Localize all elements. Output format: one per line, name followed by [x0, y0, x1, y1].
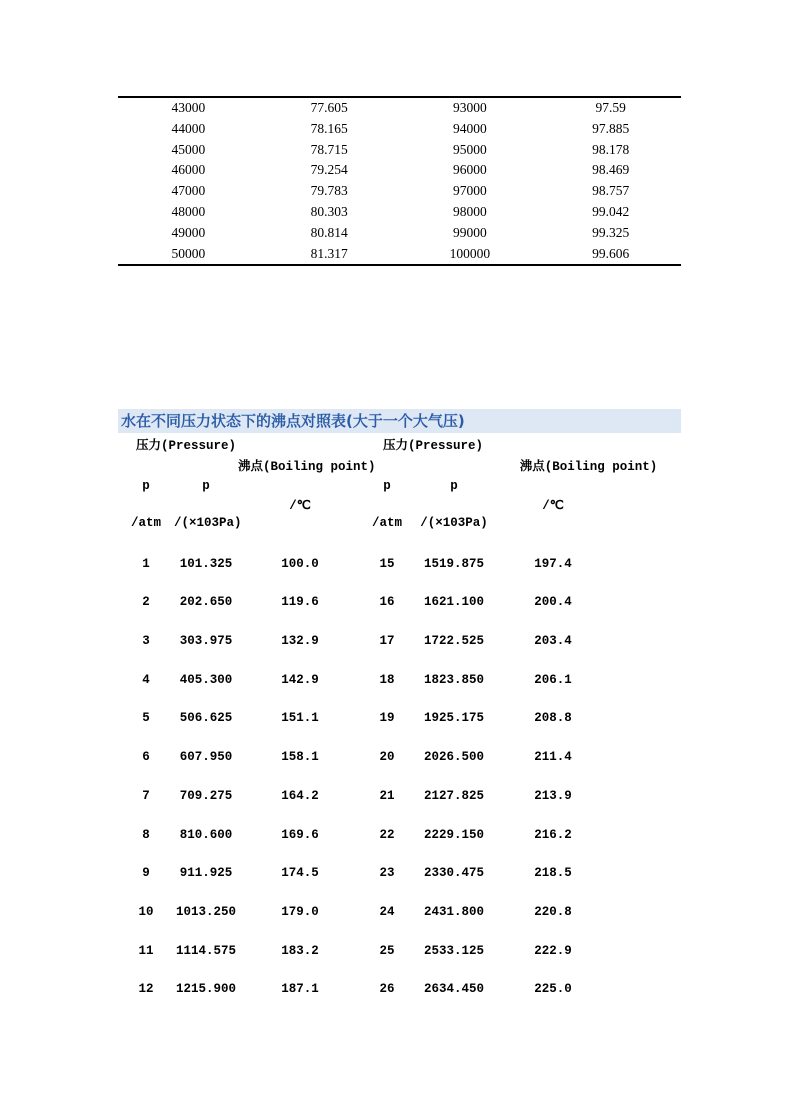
pressure-table-cell: 200.4 — [534, 595, 572, 610]
table-cell: 81.317 — [310, 245, 348, 261]
page-content — [118, 0, 681, 1009]
pressure-table-cell: 202.650 — [179, 595, 233, 610]
pressure-table-cell: 101.325 — [179, 556, 233, 571]
pressure-table-cell: 9 — [142, 866, 150, 881]
pressure-table-cell: 7 — [142, 788, 150, 803]
pressure-boiling-table — [118, 433, 681, 1008]
pressure-table-cell: 225.0 — [534, 982, 572, 997]
pressure-table-row — [118, 544, 681, 583]
table-cell: 79.254 — [310, 162, 348, 178]
kpa-unit-right: /(×103Pa) — [420, 516, 488, 531]
pressure-table-cell: 506.625 — [179, 711, 233, 726]
pressure-header-left: 压力(Pressure) — [136, 439, 237, 454]
table-cell: 97.885 — [592, 120, 630, 136]
pressure-table-cell: 1519.875 — [423, 556, 484, 571]
boiling-header-left: 沸点(Boiling point) — [238, 460, 376, 475]
pressure-table-cell: 179.0 — [281, 904, 319, 919]
boiling-header-right: 沸点(Boiling point) — [519, 460, 658, 475]
pressure-table-cell: 151.1 — [281, 711, 319, 726]
pressure-table-cell: 24 — [379, 904, 395, 919]
pressure-table-cell: 2026.500 — [423, 750, 484, 765]
table-row — [118, 202, 681, 223]
pressure-table-cell: 607.950 — [179, 750, 233, 765]
table-cell: 49000 — [171, 224, 206, 240]
table-cell: 98.178 — [592, 141, 630, 157]
pressure-table-cell: 4 — [142, 672, 150, 687]
table-cell: 98.469 — [592, 162, 630, 178]
table-cell: 77.605 — [310, 100, 348, 115]
table-cell: 78.715 — [310, 141, 348, 157]
pressure-table-cell: 206.1 — [534, 672, 572, 687]
pressure-table-cell: 6 — [142, 750, 150, 765]
celsius-unit-left: /℃ — [289, 498, 311, 513]
pressure-table-row — [118, 931, 681, 970]
pressure-table-row — [118, 815, 681, 854]
table-cell: 93000 — [453, 100, 487, 115]
pressure-table-cell: 1621.100 — [423, 595, 484, 610]
pressure-table-cell: 211.4 — [534, 750, 572, 765]
pressure-table-cell: 2634.450 — [423, 982, 484, 997]
atm-unit-right: /atm — [371, 516, 402, 531]
pressure-header-right: 压力(Pressure) — [383, 439, 484, 454]
pressure-table-cell: 10 — [138, 904, 154, 919]
pressure-table-cell: 2330.475 — [423, 866, 484, 881]
pressure-table-cell: 2431.800 — [423, 904, 484, 919]
table-row — [118, 181, 681, 202]
pressure-table-cell: 220.8 — [534, 904, 572, 919]
pressure-table-cell: 5 — [142, 711, 150, 726]
table-cell: 50000 — [171, 245, 206, 261]
pressure-table-row — [118, 970, 681, 1009]
section-title: 水在不同压力状态下的沸点对照表(大于一个大气压) — [121, 412, 465, 431]
pressure-table-cell: 1722.525 — [423, 634, 484, 649]
pressure-table-cell: 1925.175 — [423, 711, 484, 726]
section-title-bar — [118, 409, 681, 433]
pressure-table-cell: 12 — [138, 982, 154, 997]
pressure-table-cell: 2 — [142, 595, 150, 610]
pressure-table-cell: 810.600 — [179, 827, 233, 842]
table-cell: 100000 — [449, 245, 491, 261]
top-table-body — [118, 97, 681, 265]
table-cell: 80.814 — [310, 224, 348, 240]
table-cell: 99.606 — [592, 245, 630, 261]
pressure-table-cell: 100.0 — [281, 556, 319, 571]
pressure-table-row — [118, 699, 681, 738]
pressure-table-cell: 25 — [379, 943, 395, 958]
pressure-table-cell: 1114.575 — [175, 943, 236, 958]
pressure-table-cell: 20 — [379, 750, 395, 765]
pressure-table-cell: 218.5 — [534, 866, 572, 881]
table-cell: 97.59 — [595, 100, 626, 115]
pressure-table-cell: 213.9 — [534, 788, 572, 803]
pressure-table-cell: 19 — [379, 711, 395, 726]
p-symbol: p — [202, 478, 210, 493]
pressure-table-row — [118, 854, 681, 893]
pressure-table-cell: 8 — [142, 827, 150, 842]
pressure-table-row — [118, 622, 681, 661]
pressure-table-cell: 216.2 — [534, 827, 572, 842]
table-cell: 96000 — [453, 162, 487, 178]
table-row — [118, 160, 681, 181]
pressure-table-cell: 11 — [138, 943, 154, 958]
pressure-table-cell: 2229.150 — [423, 827, 484, 842]
celsius-unit-right: /℃ — [542, 498, 564, 513]
table-cell: 99000 — [453, 224, 487, 240]
table-cell: 99.042 — [592, 203, 630, 219]
pressure-table-cell: 222.9 — [534, 943, 572, 958]
table-cell: 99.325 — [592, 224, 630, 240]
pressure-table-cell: 183.2 — [281, 943, 319, 958]
header-row-celsius — [118, 496, 681, 513]
pressure-table-cell: 203.4 — [534, 634, 572, 649]
table-cell: 43000 — [171, 100, 206, 115]
pressure-table-cell: 208.8 — [534, 711, 572, 726]
pressure-table-cell: 1 — [142, 556, 150, 571]
pressure-table-cell: 303.975 — [179, 634, 233, 649]
pressure-table-cell: 132.9 — [281, 634, 319, 649]
table-row — [118, 119, 681, 140]
pressure-table-row — [118, 893, 681, 932]
table-cell: 47000 — [171, 183, 206, 199]
pressure-table-cell: 187.1 — [281, 982, 319, 997]
table-cell: 94000 — [453, 120, 487, 136]
pressure-table-cell: 17 — [379, 634, 395, 649]
header-row-p — [118, 475, 681, 496]
table-cell: 80.303 — [310, 203, 348, 219]
atm-unit-left: /atm — [130, 516, 161, 531]
pressure-table-cell: 142.9 — [281, 672, 319, 687]
pressure-table-cell: 197.4 — [534, 556, 572, 571]
table-cell: 44000 — [171, 120, 206, 136]
pressure-table-row — [118, 583, 681, 622]
pressure-table-row — [118, 777, 681, 816]
p-symbol: p — [142, 478, 150, 493]
table-cell: 98.757 — [592, 183, 630, 199]
table-cell: 79.783 — [310, 183, 348, 199]
table-row — [118, 223, 681, 244]
pressure-table-cell: 3 — [142, 634, 150, 649]
pressure-table-cell: 18 — [379, 672, 395, 687]
pressure-table-cell: 164.2 — [281, 788, 319, 803]
pressure-table-body — [118, 544, 681, 1008]
table-cell: 95000 — [453, 141, 487, 157]
pressure-table-cell: 911.925 — [179, 866, 233, 881]
table-cell: 46000 — [171, 162, 206, 178]
pressure-table-cell: 158.1 — [281, 750, 319, 765]
table-cell: 45000 — [171, 141, 206, 157]
p-symbol: p — [383, 478, 391, 493]
pressure-table-cell: 23 — [379, 866, 395, 881]
pressure-table-cell: 1215.900 — [175, 982, 236, 997]
pressure-table-cell: 709.275 — [179, 788, 233, 803]
pressure-table-cell: 2533.125 — [423, 943, 484, 958]
pressure-table-cell: 15 — [379, 556, 395, 571]
pressure-table-cell: 2127.825 — [423, 788, 484, 803]
p-symbol: p — [450, 478, 458, 493]
pressure-table-cell: 26 — [379, 982, 395, 997]
pressure-table-row — [118, 660, 681, 699]
header-row-units — [118, 513, 681, 533]
pressure-table-cell: 1823.850 — [423, 672, 484, 687]
boiling-point-table-continued — [118, 96, 681, 266]
pressure-table-cell: 405.300 — [179, 672, 233, 687]
table-cell: 98000 — [453, 203, 487, 219]
pressure-table-cell: 174.5 — [281, 866, 319, 881]
header-row-pressure — [118, 433, 681, 455]
pressure-table-cell: 16 — [379, 595, 395, 610]
table-row — [118, 140, 681, 161]
table-cell: 97000 — [453, 183, 487, 199]
kpa-unit-left: /(×103Pa) — [174, 516, 242, 531]
pressure-table-cell: 119.6 — [281, 595, 319, 610]
header-row-boiling — [118, 455, 681, 475]
pressure-table-cell: 21 — [379, 788, 395, 803]
pressure-table-cell: 169.6 — [281, 827, 319, 842]
table-cell: 48000 — [171, 203, 206, 219]
table-row — [118, 244, 681, 266]
pressure-table-cell: 22 — [379, 827, 395, 842]
table-row — [118, 97, 681, 119]
pressure-table-row — [118, 738, 681, 777]
pressure-table-cell: 1013.250 — [175, 904, 236, 919]
table-cell: 78.165 — [310, 120, 348, 136]
